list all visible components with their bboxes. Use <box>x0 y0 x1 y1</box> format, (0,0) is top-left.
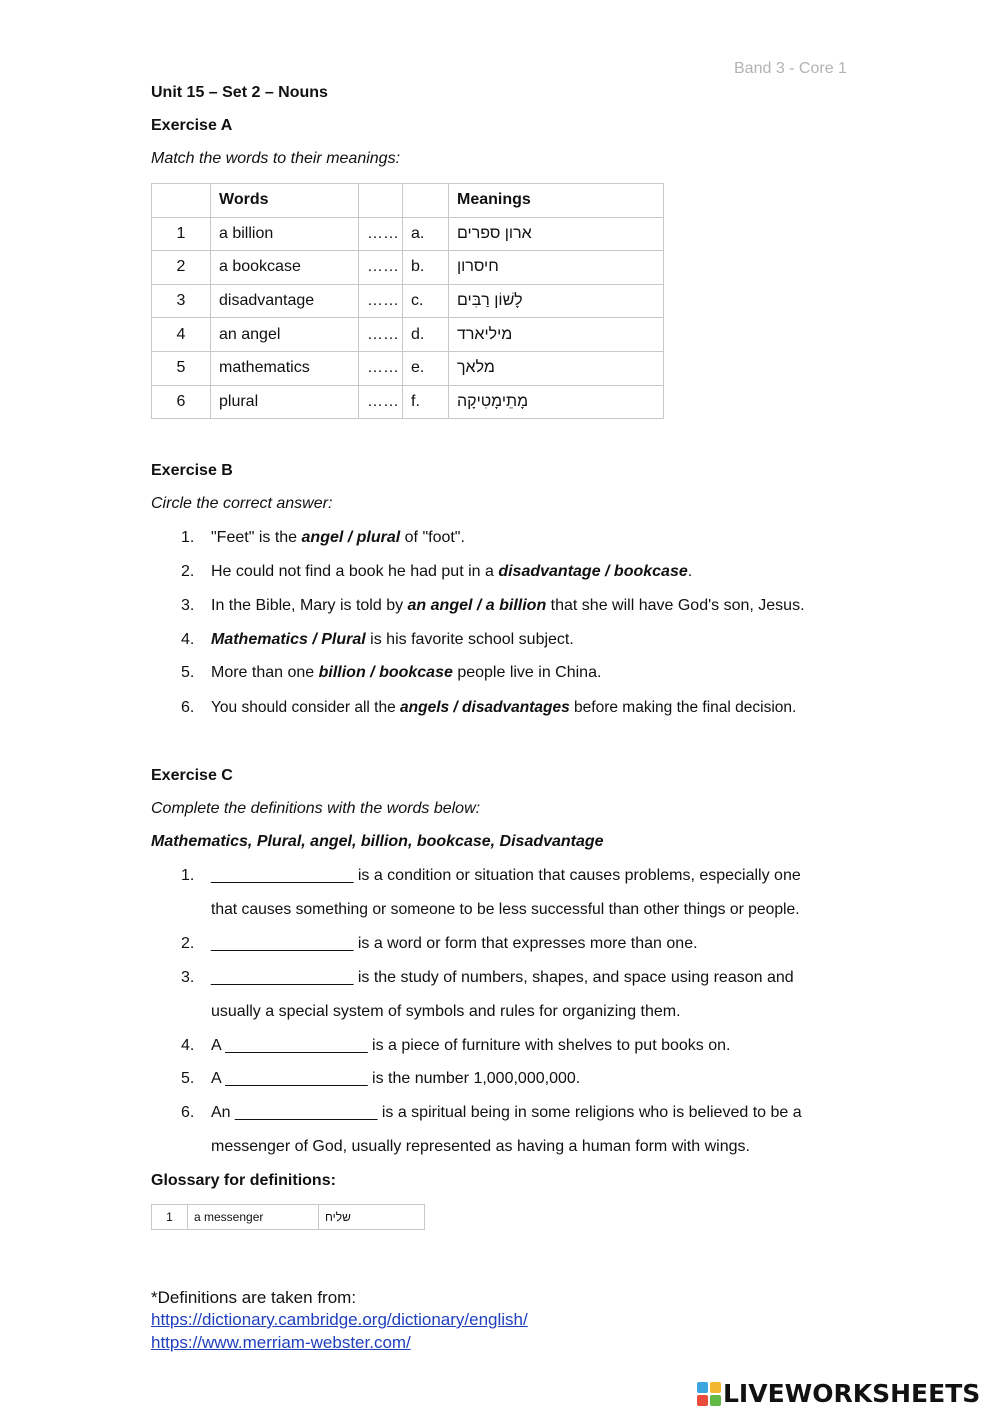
meaning-cell: חיסרון <box>449 251 664 285</box>
table-row <box>152 251 664 285</box>
logo-text: LIVEWORKSHEETS <box>723 1379 981 1408</box>
item-number: 6. <box>181 699 195 716</box>
definition-line-continued: messenger of God, usually represented as having a human form with wings. <box>211 1138 750 1155</box>
word-cell: a bookcase <box>211 251 359 285</box>
item-text-post: people live in China. <box>452 664 602 681</box>
exercise-b-instruction: Circle the correct answer: <box>151 495 333 512</box>
glossary-heading: Glossary for definitions: <box>151 1172 336 1189</box>
answer-choice[interactable]: billion / bookcase <box>318 664 453 681</box>
word-cell: plural <box>211 385 359 419</box>
definition-line[interactable]: ________________ is a condition or situation that causes problems, especially one <box>211 867 801 884</box>
merriam-webster-link[interactable]: https://www.merriam-webster.com/ <box>151 1333 411 1352</box>
word-cell: disadvantage <box>211 284 359 318</box>
item-number: 5. <box>181 664 195 681</box>
page-title: Unit 15 – Set 2 – Nouns <box>151 84 328 101</box>
answer-blank[interactable]: …… <box>359 385 403 419</box>
definition-line-continued: that causes something or someone to be less successful than other things or people. <box>211 901 800 918</box>
table-row <box>152 318 664 352</box>
item-text-pre: He could not find a book he had put in a <box>211 563 499 580</box>
answer-choice[interactable]: an angel / a billion <box>407 597 547 614</box>
meaning-cell: ארון ספרים <box>449 217 664 251</box>
table-row <box>152 217 664 251</box>
word-cell: an angel <box>211 318 359 352</box>
item-number: 2. <box>181 563 195 580</box>
column-header-meanings: Meanings <box>449 184 664 218</box>
table-row <box>152 284 664 318</box>
credits-text: *Definitions are taken from: <box>151 1288 357 1307</box>
item-number: 3. <box>181 597 195 614</box>
definition-line-continued: usually a special system of symbols and rules for organizing them. <box>211 1003 681 1020</box>
answer-blank[interactable]: …… <box>359 251 403 285</box>
item-number: 6. <box>181 1104 195 1121</box>
row-number: 5 <box>152 351 211 385</box>
meaning-letter: d. <box>403 318 449 352</box>
answer-blank[interactable]: …… <box>359 217 403 251</box>
definition-line[interactable]: An ________________ is a spiritual being in some religions who is believed to be a <box>211 1104 802 1121</box>
item-number: 5. <box>181 1070 195 1087</box>
answer-blank[interactable]: …… <box>359 351 403 385</box>
item-number: 4. <box>181 631 195 648</box>
meaning-cell: מלאך <box>449 351 664 385</box>
exercise-c-instruction: Complete the definitions with the words below: <box>151 800 481 817</box>
meaning-letter: c. <box>403 284 449 318</box>
glossary-table <box>151 1204 425 1230</box>
definition-line[interactable]: ________________ is a word or form that expresses more than one. <box>211 935 698 952</box>
item-number: 1. <box>181 867 195 884</box>
exercise-c-heading: Exercise C <box>151 767 233 784</box>
definition-line[interactable]: A ________________ is the number 1,000,000,000. <box>211 1070 581 1087</box>
liveworksheets-logo[interactable] <box>697 1379 980 1408</box>
cambridge-link[interactable]: https://dictionary.cambridge.org/dictionary/english/ <box>151 1310 528 1329</box>
word-bank: Mathematics, Plural, angel, billion, bookcase, Disadvantage <box>151 833 604 850</box>
word-cell: a billion <box>211 217 359 251</box>
item-text-pre: In the Bible, Mary is told by <box>211 597 408 614</box>
meaning-cell: מָתֵימָטִיקָה <box>449 385 664 419</box>
meaning-letter: f. <box>403 385 449 419</box>
row-number: 1 <box>152 217 211 251</box>
item-text-post: . <box>687 563 693 580</box>
answer-choice[interactable]: Mathematics / Plural <box>211 631 366 648</box>
answer-choice[interactable]: angel / plural <box>301 529 401 546</box>
column-header-words: Words <box>211 184 359 218</box>
item-text-pre: "Feet" is the <box>211 529 302 546</box>
item-number: 3. <box>181 969 195 986</box>
item-number: 2. <box>181 935 195 952</box>
header-tag: Band 3 - Core 1 <box>734 60 847 77</box>
meaning-cell: מיליארד <box>449 318 664 352</box>
word-cell: mathematics <box>211 351 359 385</box>
item-number: 1. <box>181 529 195 546</box>
glossary-word: a messenger <box>188 1205 319 1230</box>
item-text-pre: More than one <box>211 664 319 681</box>
row-number: 2 <box>152 251 211 285</box>
logo-grid-icon <box>697 1382 721 1406</box>
meaning-letter: b. <box>403 251 449 285</box>
glossary-meaning: שליח <box>319 1205 425 1230</box>
table-row <box>152 385 664 419</box>
exercise-a-instruction: Match the words to their meanings: <box>151 150 401 167</box>
row-number: 4 <box>152 318 211 352</box>
definition-line[interactable]: A ________________ is a piece of furniture with shelves to put books on. <box>211 1037 731 1054</box>
item-text-pre: You should consider all the <box>211 699 401 716</box>
item-text-post: of "foot". <box>400 529 465 546</box>
answer-blank[interactable]: …… <box>359 318 403 352</box>
answer-blank[interactable]: …… <box>359 284 403 318</box>
matching-table <box>151 183 664 419</box>
meaning-letter: e. <box>403 351 449 385</box>
item-text-post: is his favorite school subject. <box>365 631 574 648</box>
meaning-letter: a. <box>403 217 449 251</box>
table-row <box>152 351 664 385</box>
answer-choice[interactable]: disadvantage / bookcase <box>498 563 688 580</box>
meaning-cell: לָשׁוֹן רַבִּים <box>449 284 664 318</box>
row-number: 3 <box>152 284 211 318</box>
exercise-a-heading: Exercise A <box>151 117 233 134</box>
table-header-row <box>152 184 664 218</box>
answer-choice[interactable]: angels / disadvantages <box>400 699 570 716</box>
definition-line[interactable]: ________________ is the study of numbers, shapes, and space using reason and <box>211 969 794 986</box>
item-text-post: that she will have God's son, Jesus. <box>546 597 805 614</box>
item-text-post: before making the final decision. <box>569 699 797 716</box>
item-number: 4. <box>181 1037 195 1054</box>
exercise-b-heading: Exercise B <box>151 462 233 479</box>
table-row <box>152 1205 425 1230</box>
row-number: 6 <box>152 385 211 419</box>
glossary-number: 1 <box>152 1205 188 1230</box>
